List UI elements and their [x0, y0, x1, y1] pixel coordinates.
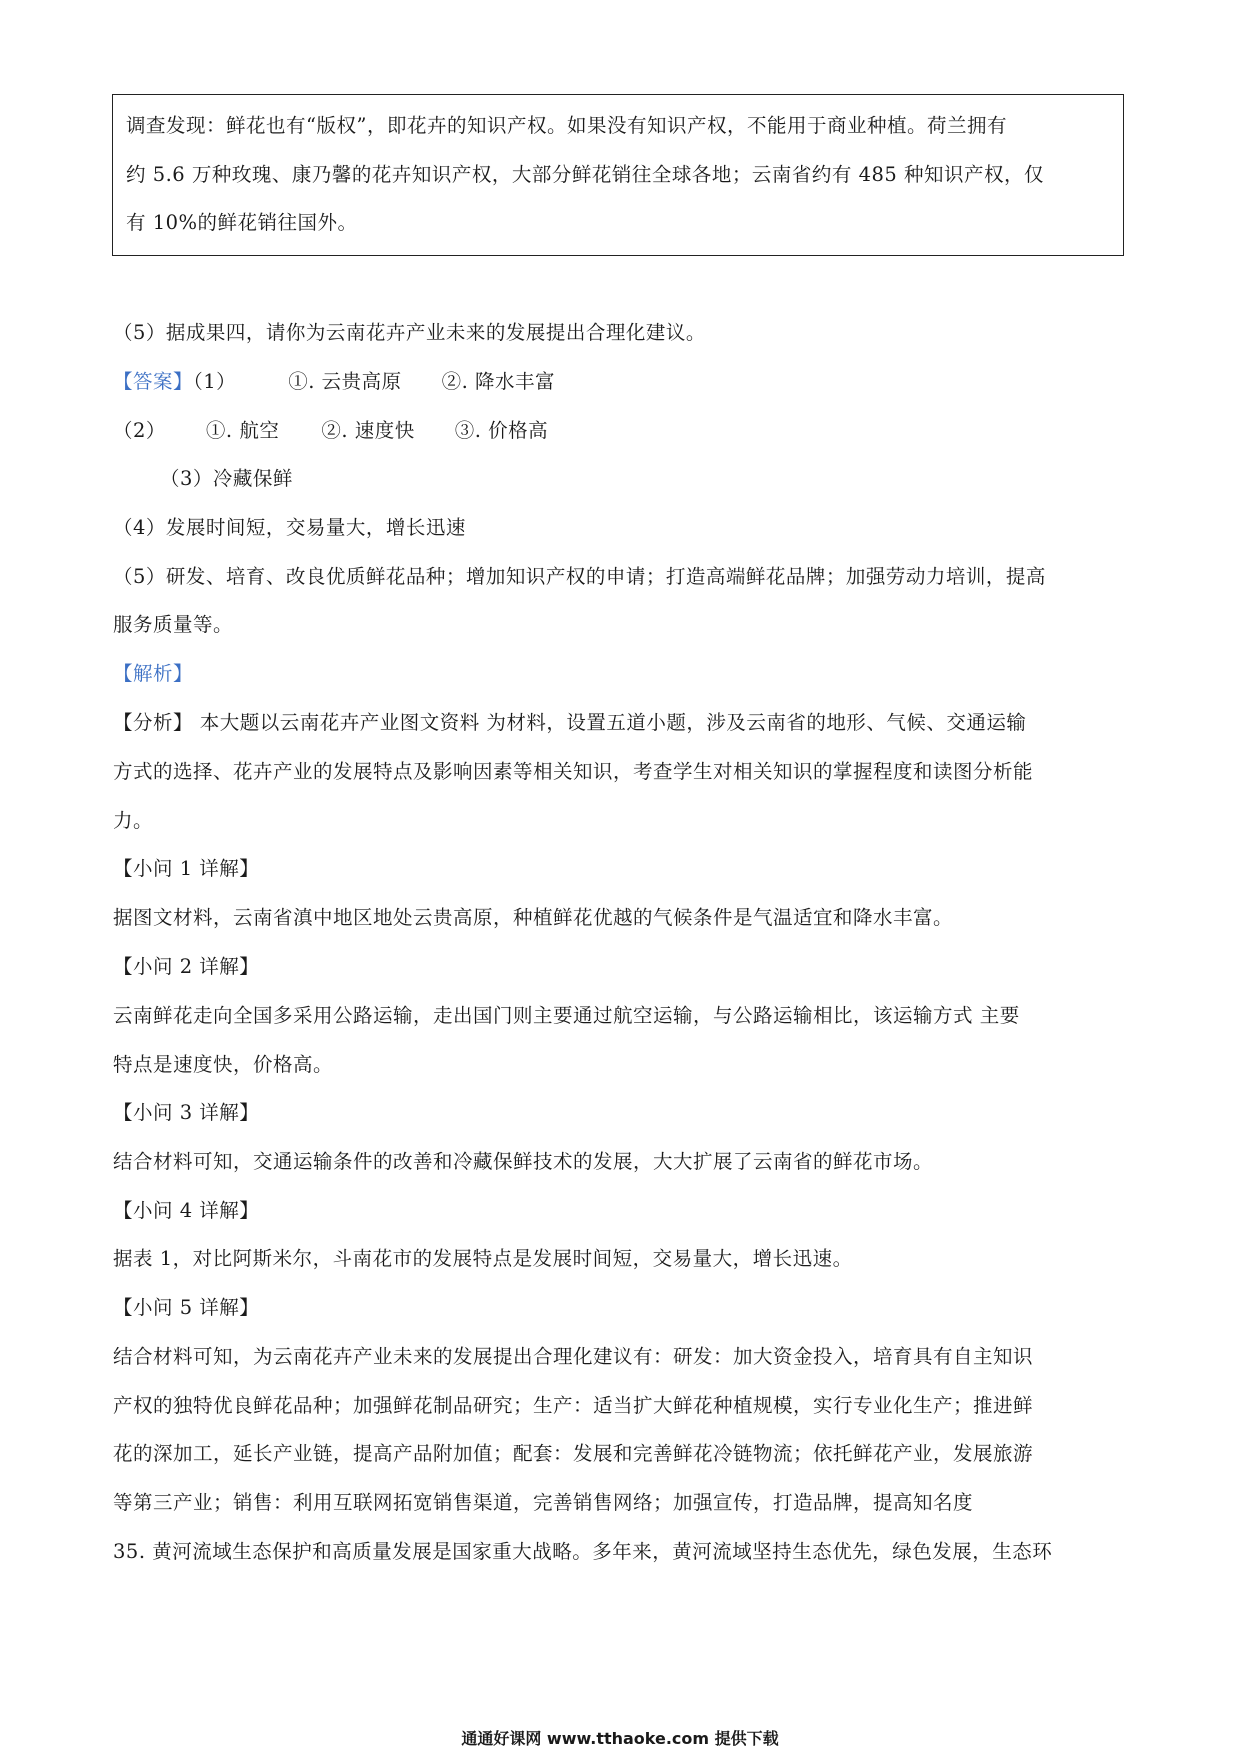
q1-title: 【小问 1 详解】	[113, 857, 260, 880]
answer-5-line-1: （5）研发、培育、改良优质鲜花品种；增加知识产权的申请；打造高端鲜花品牌；加强劳动力培训，提高	[113, 565, 1046, 588]
q4-text: 据表 1，对比阿斯米尔，斗南花市的发展特点是发展时间短，交易量大，增长迅速。	[113, 1247, 853, 1270]
q3-title: 【小问 3 详解】	[113, 1101, 260, 1124]
analysis-label: 【解析】	[113, 662, 194, 685]
q3-text: 结合材料可知，交通运输条件的改善和冷藏保鲜技术的发展，大大扩展了云南省的鲜花市场。	[113, 1150, 934, 1173]
question-5: （5）据成果四，请你为云南花卉产业未来的发展提出合理化建议。	[113, 321, 706, 344]
answer-5-line-2: 服务质量等。	[113, 613, 234, 636]
q4-title: 【小问 4 详解】	[113, 1199, 260, 1222]
answer-2-item-3: ③. 价格高	[454, 419, 549, 442]
answer-label: 【答案】	[113, 370, 194, 393]
answer-4: （4）发展时间短，交易量大，增长迅速	[113, 516, 466, 539]
box-line-2: 约 5.6 万种玫瑰、康乃馨的花卉知识产权，大部分鲜花销往全球各地；云南省约有 485 种知识产权，仅	[126, 163, 1045, 186]
answer-1	[113, 367, 555, 397]
analysis-intro-line-2: 方式的选择、花卉产业的发展特点及影响因素等相关知识，考查学生对相关知识的掌握程度和读图分析能	[113, 760, 1034, 783]
q5-line-4: 等第三产业；销售：利用互联网拓宽销售渠道，完善销售网络；加强宣传，打造品牌，提高知名度	[113, 1491, 974, 1514]
q5-title: 【小问 5 详解】	[113, 1296, 260, 1319]
page-footer: 通通好课网 www.tthaoke.com 提供下载	[461, 1729, 779, 1748]
answer-2-prefix: （2）	[113, 419, 166, 442]
q2-title: 【小问 2 详解】	[113, 955, 260, 978]
answer-2-item-2: ②. 速度快	[321, 419, 415, 442]
q5-line-3: 花的深加工，延长产业链，提高产品附加值；配套：发展和完善鲜花冷链物流；依托鲜花产业，发展旅游	[113, 1442, 1034, 1465]
box-line-3: 有 10%的鲜花销往国外。	[126, 211, 358, 234]
answer-3: （3）冷藏保鲜	[160, 467, 293, 490]
box-line-1: 调查发现：鲜花也有“版权”，即花卉的知识产权。如果没有知识产权，不能用于商业种植。荷兰拥有	[126, 114, 1007, 137]
q1-text: 据图文材料，云南省滇中地区地处云贵高原，种植鲜花优越的气候条件是气温适宜和降水丰富。	[113, 906, 954, 929]
q2-line-1: 云南鲜花走向全国多采用公路运输，走出国门则主要通过航空运输，与公路运输相比，该运输方式 主要	[113, 1004, 1020, 1027]
answer-1-prefix: （1）	[193, 370, 237, 393]
q5-line-2: 产权的独特优良鲜花品种；加强鲜花制品研究；生产：适当扩大鲜花种植规模，实行专业化生产；推进鲜	[113, 1394, 1034, 1417]
answer-2	[113, 416, 548, 446]
answer-1-item-1: ①. 云贵高原	[288, 370, 402, 393]
q5-line-1: 结合材料可知，为云南花卉产业未来的发展提出合理化建议有：研发：加大资金投入，培育具有自主知识	[113, 1345, 1034, 1368]
q2-line-2: 特点是速度快，价格高。	[113, 1053, 334, 1076]
question-35-line-1: 35. 黄河流域生态保护和高质量发展是国家重大战略。多年来，黄河流域坚持生态优先，绿色发展，生态环	[113, 1540, 1053, 1563]
answer-1-item-2: ②. 降水丰富	[441, 370, 555, 393]
answer-2-item-1: ①. 航空	[205, 419, 280, 442]
analysis-intro-line-1: 【分析】 本大题以云南花卉产业图文资料 为材料，设置五道小题，涉及云南省的地形、气候、交通运输	[113, 711, 1027, 734]
analysis-intro-line-3: 力。	[113, 809, 154, 832]
